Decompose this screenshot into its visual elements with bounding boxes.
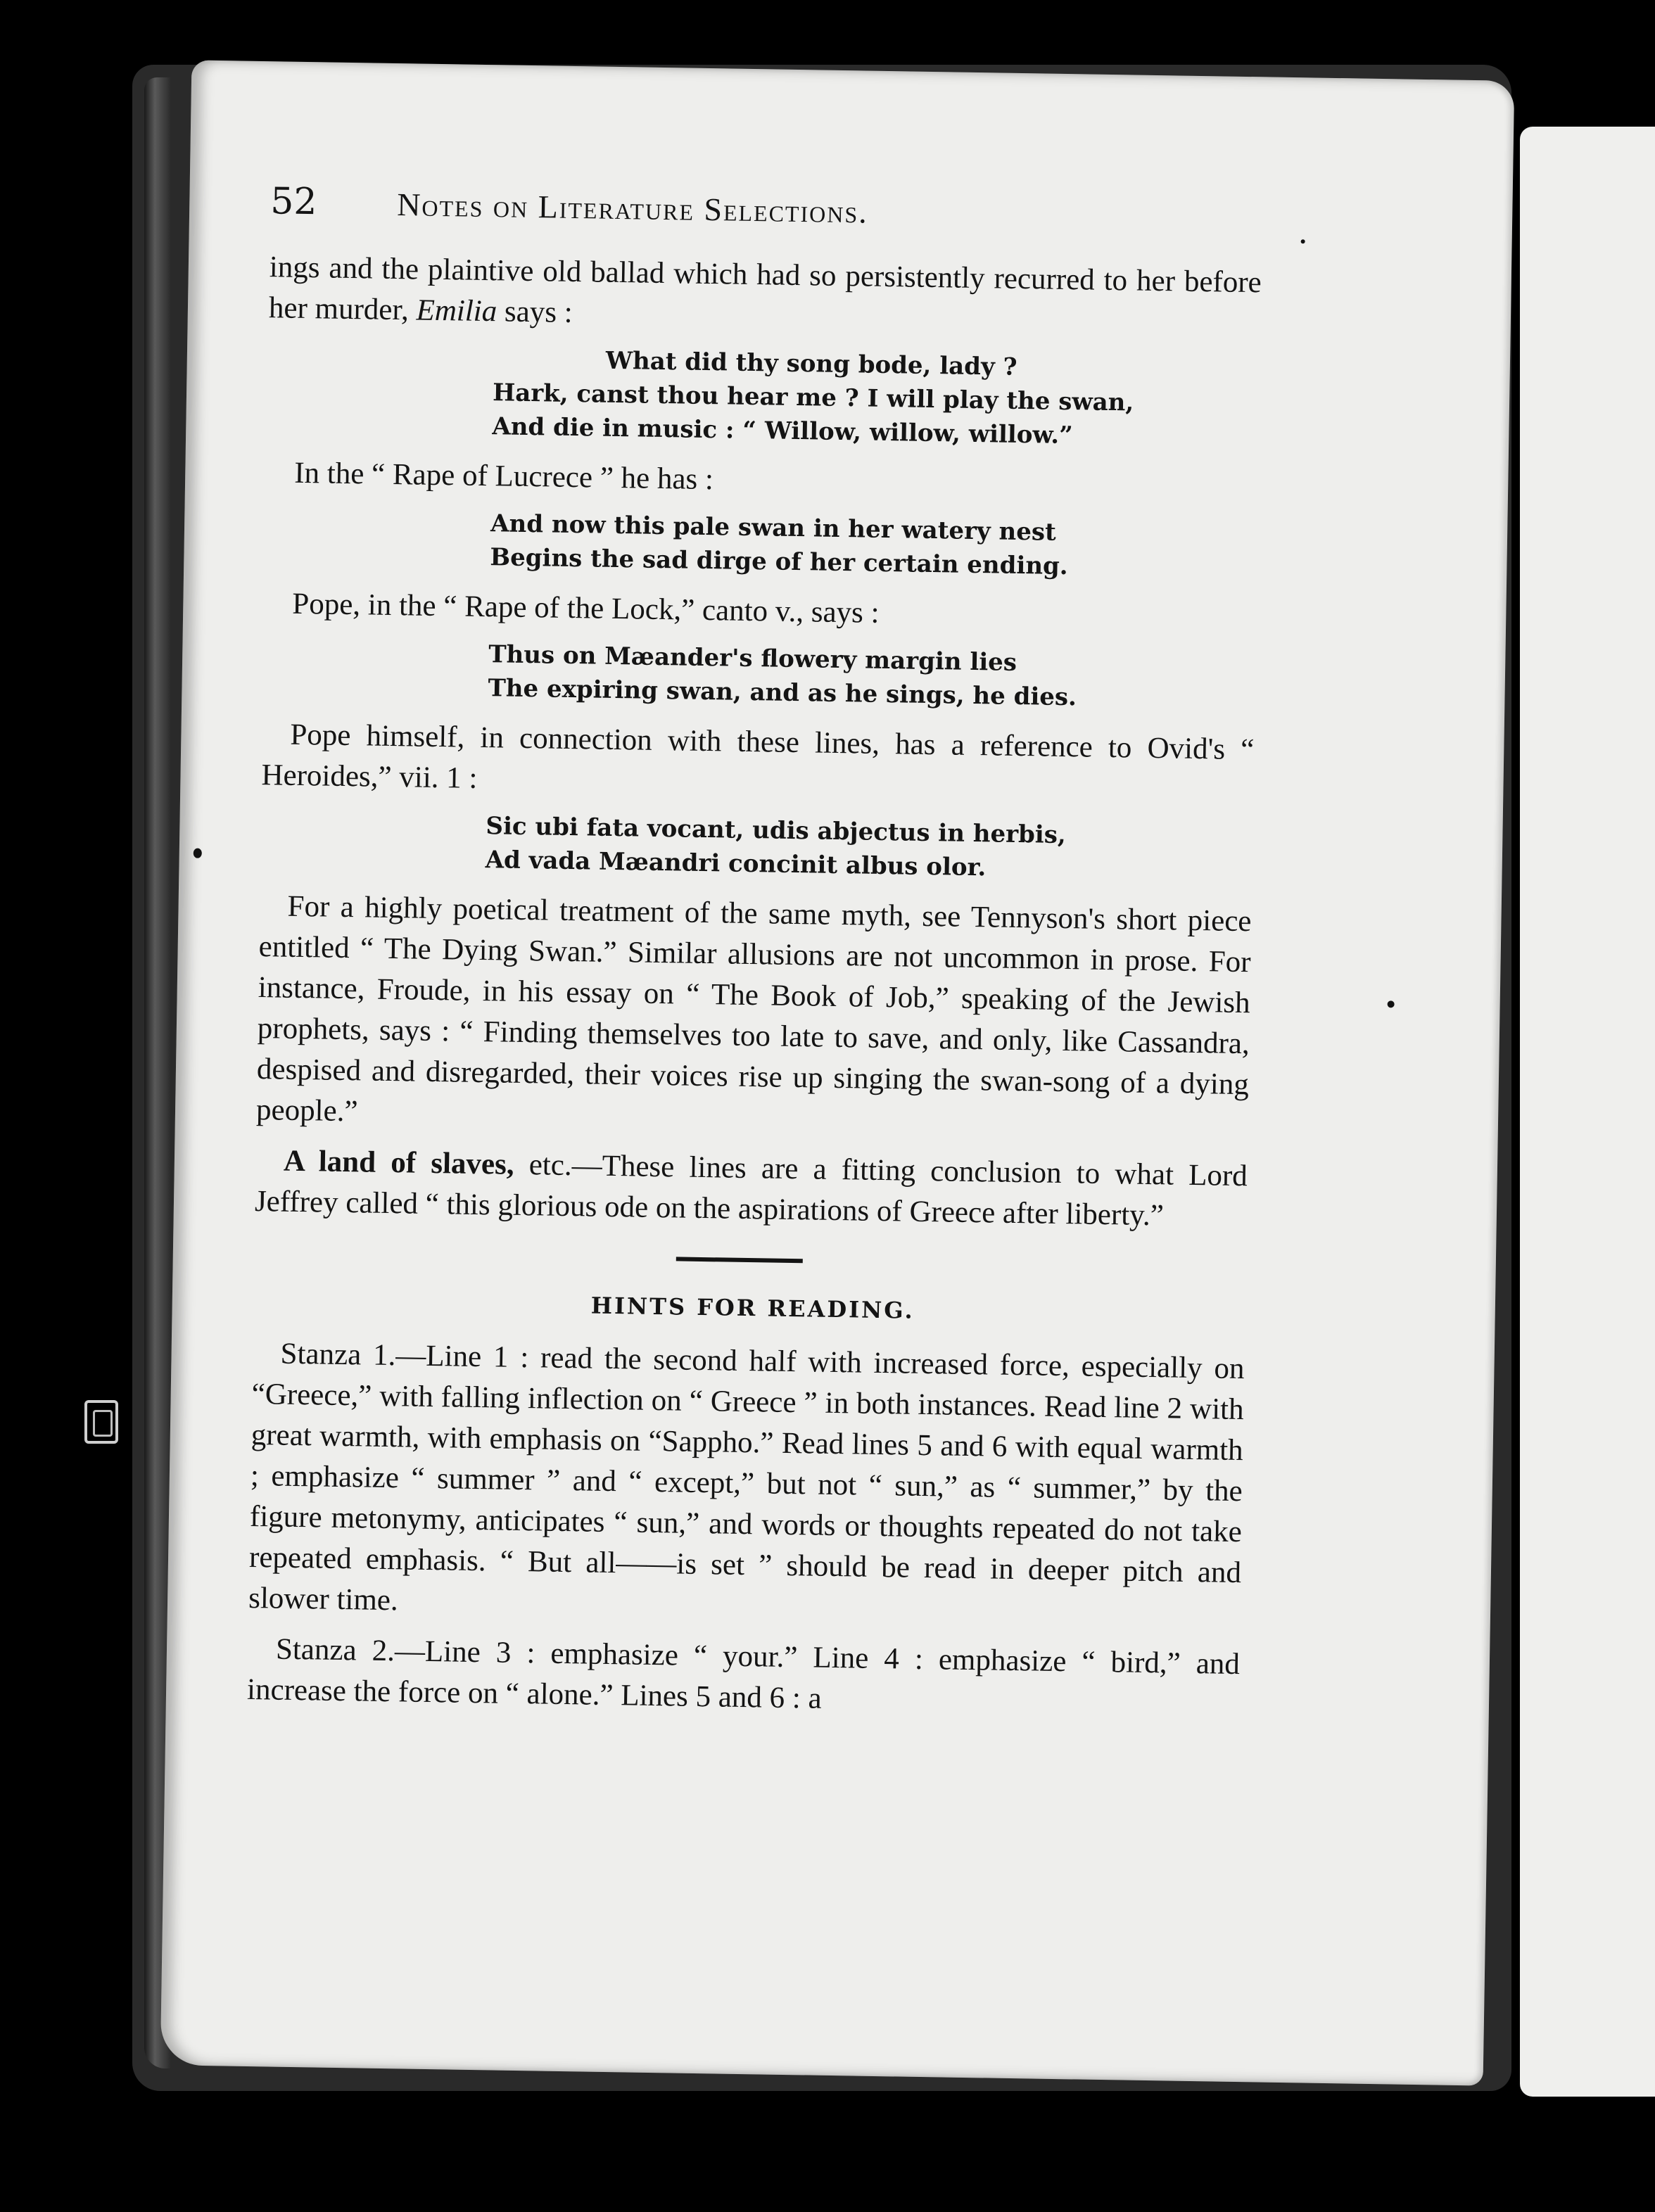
- section-divider: [676, 1257, 803, 1263]
- speck: [1301, 239, 1305, 243]
- intro-speaker: Emilia: [416, 293, 497, 329]
- intro-says: says :: [496, 295, 573, 329]
- speck: [194, 848, 202, 858]
- lead-in-phrase: A land of slaves,: [283, 1144, 514, 1181]
- intro-text: ings and the plaintive old ballad which had so persistently recurred to her before her murder,: [268, 250, 1262, 327]
- paragraph-lucrece: In the “ Rape of Lucrece ” he has :: [293, 456, 714, 497]
- running-head: [270, 181, 1263, 253]
- verse-line: Thus on Mæander's flowery margin lies: [488, 640, 1017, 677]
- verse-line: And now this pale swan in her watery nest: [490, 509, 1057, 547]
- paragraph-stanza-2: Stanza 2.—Line 3 : emphasize “ your.” Line 4 : emphasize “ bird,” and increase the force on “ alone.” Lines 5 and 6 : a: [246, 1632, 1241, 1715]
- verse-pope: [488, 637, 1255, 717]
- verse-othello: [492, 342, 1260, 455]
- verse-ovid: [485, 809, 1253, 889]
- paragraph-ovid: Pope himself, in connection with these lines, has a reference to Ovid's “ Heroides,” vii. 1 :: [261, 718, 1255, 795]
- page-number: 52: [270, 180, 317, 224]
- page-content: [246, 181, 1262, 1736]
- verse-line: And die in music : “ Willow, willow, willow.”: [492, 412, 1073, 450]
- intro-paragraph: [269, 247, 1262, 344]
- paragraph-pope: Pope, in the “ Rape of the Lock,” canto v., says :: [292, 587, 880, 630]
- verse-line: What did thy song bode, lady ?: [605, 346, 1017, 381]
- verse-lucrece: [490, 507, 1257, 586]
- paragraph-stanza-1: Stanza 1.—Line 1 : read the second half with increased force, especially on “Greece,” with falling inflection on “ Greece ” in both instances. Read line 2 with great warmth, with emphasis on “Sappho.” Read lines 5 and 6 with equal warmth ; emphasize “ summer ” and “ except,” but not “ sun,” as “ summer,” by the figure metonymy, anticipates “ sun,” and words or thoughts repeated do not take repeated emphasis. “ But all——is set ” should be read in deeper pitch and slower time.: [248, 1337, 1245, 1617]
- section-heading: HINTS FOR READING.: [590, 1292, 915, 1324]
- verse-line: Sic ubi fata vocant, udis abjectus in herbis,: [486, 812, 1067, 850]
- running-head-title: Notes on Literature Selections.: [396, 186, 869, 230]
- verse-line: The expiring swan, and as he sings, he dies.: [488, 674, 1077, 712]
- paragraph-tennyson: For a highly poetical treatment of the same myth, see Tennyson's short piece entitled “ The Dying Swan.” Similar allusions are not uncommon in prose. For instance, Froude, in his essay on “ The Book of Job,” speaking of the Jewish prophets, says : “ Finding themselves too late to save, and only, like Cassandra, despised and disregarded, their voices rise up singing the swan-song of a dying people.”: [255, 889, 1252, 1129]
- verse-line: Begins the sad dirge of her certain ending.: [490, 543, 1069, 581]
- verse-line: Hark, canst thou hear me ? I will play the swan,: [492, 379, 1134, 417]
- speck: [1388, 1000, 1395, 1008]
- book-page: [160, 60, 1515, 2085]
- paragraph-land-of-slaves: [255, 1140, 1248, 1238]
- clip-icon: [84, 1400, 118, 1444]
- facing-page-edge: [1520, 127, 1655, 2097]
- verse-line: Ad vada Mæandri concinit albus olor.: [485, 846, 987, 882]
- paragraph-text: etc.—These lines are a fitting conclusion to what Lord Jeffrey called “ this glorious ode on the aspirations of Greece after liberty.”: [254, 1148, 1248, 1233]
